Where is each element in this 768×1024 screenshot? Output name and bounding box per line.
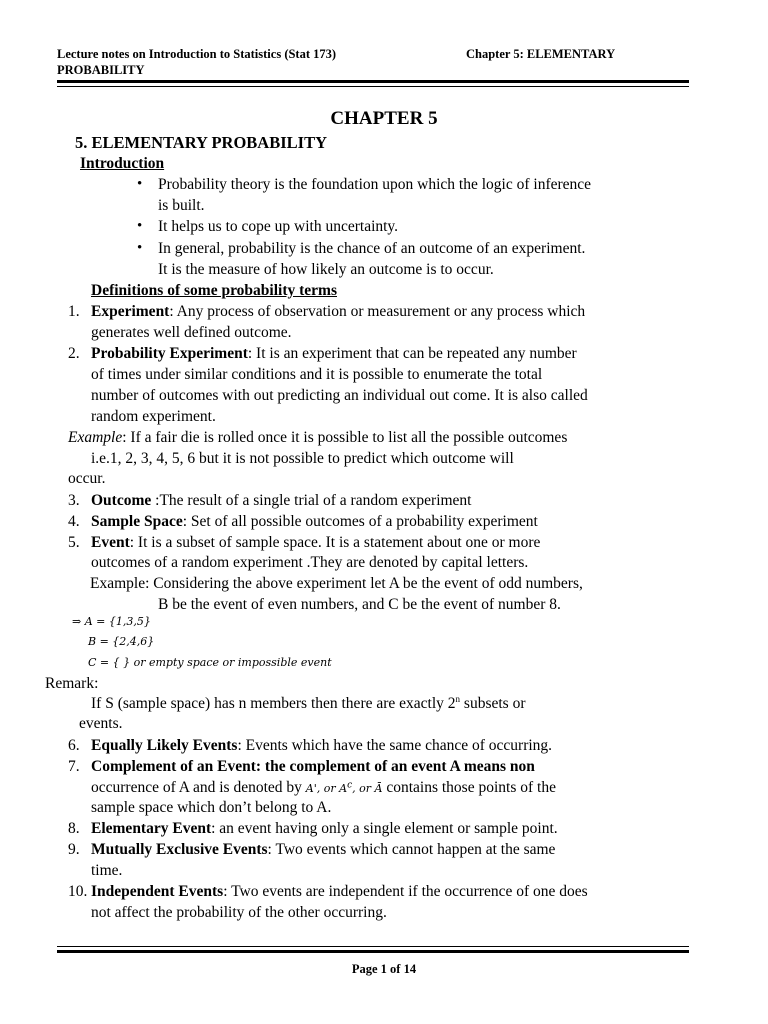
bullet-3-line-1: In general, probability is the chance of an outcome of an experiment. — [158, 240, 586, 257]
item-5-line-2: outcomes of a random experiment .They are denoted by capital letters. — [91, 554, 529, 571]
item-5-line-4: B be the event of even numbers, and C be the event of number 8. — [158, 596, 561, 613]
item-3-line-1: Outcome :The result of a single trial of a random experiment — [91, 492, 472, 509]
example-label: Example — [68, 429, 123, 446]
footer-rule-thin — [57, 946, 689, 947]
example-line-1: Example: If a fair die is rolled once it is possible to list all the possible outcomes — [68, 429, 568, 446]
example-line-3: occur. — [68, 470, 106, 487]
example-line-2: i.e.1, 2, 3, 4, 5, 6 but it is not possible to predict which outcome will — [91, 450, 514, 467]
item-number: 4. — [68, 513, 80, 530]
item-number: 6. — [68, 737, 80, 754]
item-number: 8. — [68, 820, 80, 837]
item-4-line-1: Sample Space: Set of all possible outcomes of a probability experiment — [91, 513, 538, 530]
item-2-line-2: of times under similar conditions and it is possible to enumerate the total — [91, 366, 543, 383]
footer-rule-thick — [57, 950, 689, 953]
item-2-line-1: Probability Experiment: It is an experiment that can be repeated any number — [91, 345, 577, 362]
bullet-3-line-2: It is the measure of how likely an outcome is to occur. — [158, 261, 494, 278]
term: Independent Events — [91, 883, 224, 900]
math-set-c: C = { } or empty space or impossible event — [88, 656, 332, 669]
item-5-line-3: Example: Considering the above experiment let A be the event of odd numbers, — [90, 575, 583, 592]
header-left-line1: Lecture notes on Introduction to Statistics (Stat 173) — [57, 47, 337, 61]
header-rule-thick — [57, 80, 689, 83]
bullet-dot: • — [137, 176, 143, 192]
header-right: Chapter 5: ELEMENTARY — [466, 47, 616, 61]
item-2-line-4: random experiment. — [91, 408, 216, 425]
item-number: 3. — [68, 492, 80, 509]
bullet-1-line-2: is built. — [158, 197, 205, 214]
term: Probability Experiment — [91, 345, 248, 362]
math-set-a: ⇒ A = {1,3,5} — [72, 615, 151, 628]
item-9-line-2: time. — [91, 862, 123, 879]
term: Sample Space — [91, 513, 183, 530]
term: Outcome — [91, 492, 152, 509]
item-9-line-1: Mutually Exclusive Events: Two events which cannot happen at the same — [91, 841, 556, 858]
bullet-2-line-1: It helps us to cope up with uncertainty. — [158, 218, 399, 235]
item-10-line-2: not affect the probability of the other occurring. — [91, 904, 387, 921]
remark-line-2: events. — [79, 715, 123, 732]
item-number: 7. — [68, 758, 80, 775]
term: Mutually Exclusive Events — [91, 841, 268, 858]
bullet-dot: • — [137, 218, 143, 234]
item-number: 5. — [68, 534, 80, 551]
bullet-1-line-1: Probability theory is the foundation upon which the logic of inference — [158, 176, 592, 193]
complement-notation: A', or $A^c$, or Ā — [305, 780, 383, 795]
section-title: 5. ELEMENTARY PROBABILITY — [75, 133, 327, 152]
item-2-line-3: number of outcomes with out predicting an individual out come. It is also called — [91, 387, 588, 404]
intro-heading: Introduction — [80, 155, 165, 172]
item-number: 9. — [68, 841, 80, 858]
chapter-title: CHAPTER 5 — [330, 108, 438, 129]
item-8-line-1: Elementary Event: an event having only a single element or sample point. — [91, 820, 558, 837]
remark-line-1: If S (sample space) has n members then there are exactly 2$^n$ subsets or — [91, 693, 526, 712]
term: Equally Likely Events — [91, 737, 238, 754]
term: Experiment — [91, 303, 170, 320]
header-rule-thin — [57, 86, 689, 87]
item-7-term: Complement of an Event: the complement of an event A means non — [91, 758, 535, 775]
item-1-line-1: Experiment: Any process of observation or measurement or any process which — [91, 303, 586, 320]
term: Elementary Event — [91, 820, 212, 837]
header-left-line2: PROBABILITY — [57, 63, 145, 77]
item-10-line-1: Independent Events: Two events are independent if the occurrence of one does — [91, 883, 588, 900]
page-number: Page 1 of 14 — [351, 962, 417, 976]
item-number: 1. — [68, 303, 80, 320]
bullet-dot: • — [137, 240, 143, 256]
item-1-line-2: generates well defined outcome. — [91, 324, 292, 341]
math-set-b: B = {2,4,6} — [88, 635, 155, 648]
term: Event — [91, 534, 130, 551]
item-7-line-3: sample space which don’t belong to A. — [91, 799, 332, 816]
item-7-line-2: occurrence of A and is denoted by A', or $A^c$, or Ā contains those points of the — [91, 779, 556, 796]
definitions-heading: Definitions of some probability terms — [91, 282, 337, 299]
remark-label: Remark: — [45, 675, 99, 692]
item-6-line-1: Equally Likely Events: Events which have the same chance of occurring. — [91, 737, 553, 754]
item-number: 10. — [68, 883, 88, 900]
item-number: 2. — [68, 345, 80, 362]
item-5-line-1: Event: It is a subset of sample space. It is a statement about one or more — [91, 534, 541, 551]
